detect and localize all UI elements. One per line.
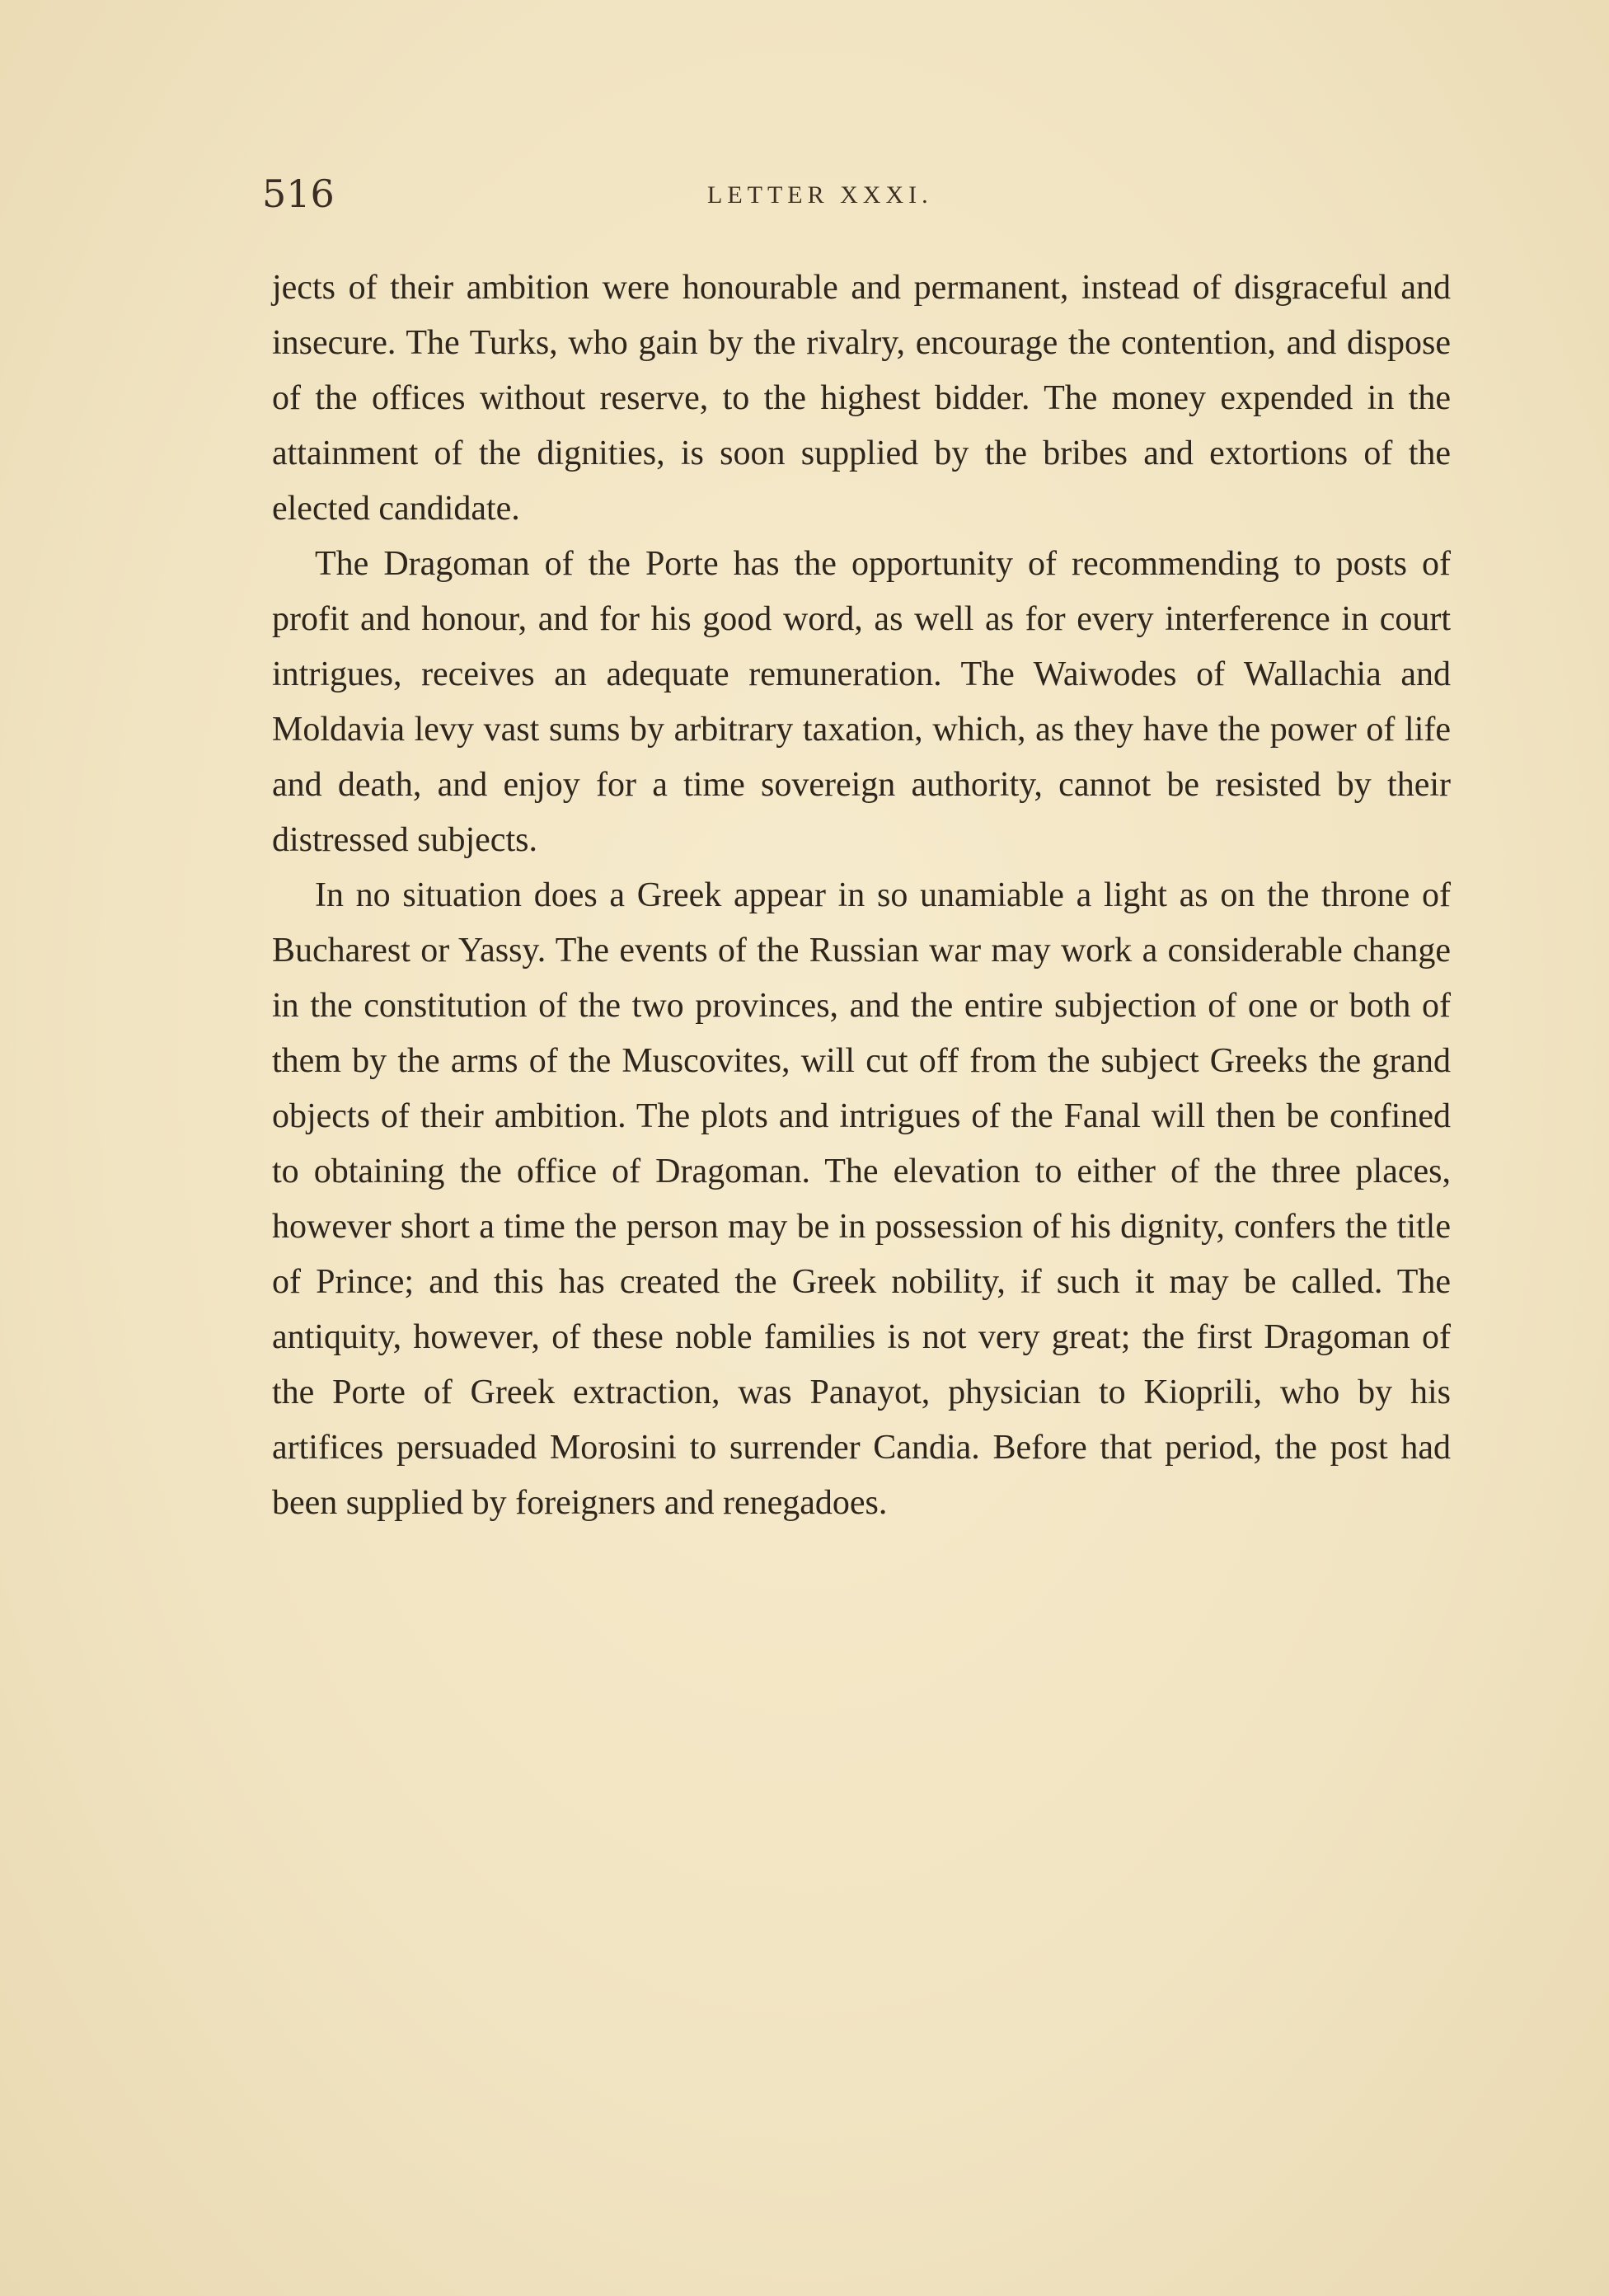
paragraph-2: The Dragoman of the Porte has the opportunity of recommending to posts of profit and honour, and for his good word, as well as for every interference in court intrigues, receives an adequate remuneration. The Waiwodes of Wallachia and Moldavia levy vast sums by arbitrary taxation, which, as they have the power of life and death, and enjoy for a time sovereign authority, cannot be resisted by their distressed subjects. [272,545,1451,859]
paragraph-3: In no situation does a Greek appear in so unamiable a light as on the throne of Bucharest or Yassy. The events of the Russian war may work a considerable change in the constitution of the two provinces, and the entire subjection of one or both of them by the arms of the Muscovites, will cut off from the subject Greeks the grand objects of their ambition. The plots and intrigues of the Fanal will then be confined to obtaining the office of Dragoman. The elevation to either of the three places, however short a time the person may be in possession of his dignity, confers the title of Prince; and this has created the Greek nobility, if such it may be called. The antiquity, however, of these noble families is not very great; the first Dragoman of the Porte of Greek extraction, was Panayot, physician to Kioprili, who by his artifices persuaded Morosini to surrender Candia. Before that period, the post had been supplied by foreigners and renegadoes. [272,876,1451,1522]
page-number: 516 [262,171,335,216]
body-text [272,261,1451,1531]
page-header [262,171,1449,229]
paragraph-1: jects of their ambition were honourable and permanent, instead of disgraceful and insecure. The Turks, who gain by the rivalry, encourage the contention, and dispose of the offices without reserve, to the highest bidder. The money expended in the attainment of the dignities, is soon supplied by the bribes and extortions of the elected candidate. [272,269,1451,528]
running-head: LETTER XXXI. [707,181,933,209]
